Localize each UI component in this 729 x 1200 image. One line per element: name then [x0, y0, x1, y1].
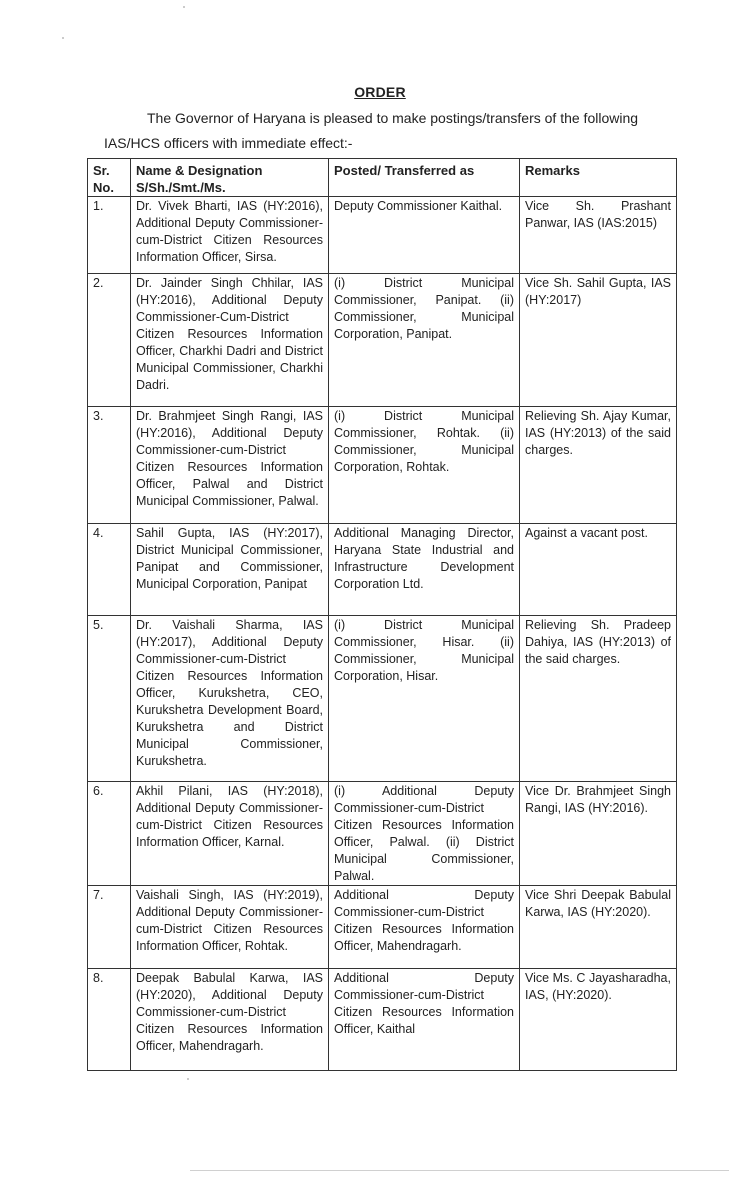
page-bottom-rule: [190, 1170, 729, 1171]
table-row: [88, 524, 677, 616]
row-name: Sahil Gupta, IAS (HY:2017), District Municipal Commissioner, Panipat and Commissioner, Municipal Corporation, Panipat: [131, 524, 329, 616]
row-sr: 8.: [88, 969, 131, 1071]
row-name: Dr. Brahmjeet Singh Rangi, IAS (HY:2016), Additional Deputy Commissioner-cum-District Citizen Resources Information Officer, Palwal and District Municipal Commissioner, Palwal.: [131, 407, 329, 524]
row-posted: (i) District Municipal Commissioner, Panipat. (ii) Commissioner, Municipal Corporation, Panipat.: [329, 274, 520, 407]
row-sr: 2.: [88, 274, 131, 407]
row-remarks: Vice Sh. Sahil Gupta, IAS (HY:2017): [520, 274, 677, 407]
row-name: Akhil Pilani, IAS (HY:2018), Additional Deputy Commissioner-cum-District Citizen Resources Information Officer, Karnal.: [131, 782, 329, 886]
header-name-line2: S/Sh./Smt./Ms.: [136, 180, 226, 195]
row-remarks: Vice Ms. C Jayasharadha, IAS, (HY:2020).: [520, 969, 677, 1071]
row-remarks: Against a vacant post.: [520, 524, 677, 616]
row-remarks: Vice Shri Deepak Babulal Karwa, IAS (HY:2020).: [520, 886, 677, 969]
scan-speck: [183, 6, 185, 8]
intro-line-2: IAS/HCS officers with immediate effect:-: [104, 135, 353, 151]
table-row: [88, 197, 677, 274]
row-name: Vaishali Singh, IAS (HY:2019), Additional Deputy Commissioner-cum-District Citizen Resources Information Officer, Rohtak.: [131, 886, 329, 969]
row-name: Dr. Jainder Singh Chhilar, IAS (HY:2016), Additional Deputy Commissioner-Cum-District Citizen Resources Information Officer, Charkhi Dadri and District Municipal Commissioner, Charkhi Dadri.: [131, 274, 329, 407]
table-header-row: [88, 159, 677, 197]
table-row: [88, 782, 677, 886]
row-sr: 3.: [88, 407, 131, 524]
table-row: [88, 616, 677, 782]
row-posted: Deputy Commissioner Kaithal.: [329, 197, 520, 274]
row-sr: 1.: [88, 197, 131, 274]
row-sr: 7.: [88, 886, 131, 969]
header-sr: [88, 159, 131, 197]
header-posted: Posted/ Transferred as: [329, 159, 520, 197]
row-posted: (i) District Municipal Commissioner, Hisar. (ii) Commissioner, Municipal Corporation, Hisar.: [329, 616, 520, 782]
row-posted: (i) Additional Deputy Commissioner-cum-District Citizen Resources Information Officer, Palwal. (ii) District Municipal Commissioner, Palwal.: [329, 782, 520, 886]
header-remarks: Remarks: [520, 159, 677, 197]
row-name: Dr. Vaishali Sharma, IAS (HY:2017), Additional Deputy Commissioner-cum-District Citizen Resources Information Officer, Kurukshetra, CEO, Kurukshetra Development Board, Kurukshetra and District Municipal Commissioner, Kurukshetra.: [131, 616, 329, 782]
header-sr-line1: Sr.: [93, 163, 110, 178]
row-remarks: Vice Sh. Prashant Panwar, IAS (IAS:2015): [520, 197, 677, 274]
table-row: [88, 969, 677, 1071]
table-row: [88, 274, 677, 407]
table-row: [88, 407, 677, 524]
table-row: [88, 886, 677, 969]
intro-line-1: The Governor of Haryana is pleased to make postings/transfers of the following: [147, 110, 639, 126]
row-remarks: Relieving Sh. Ajay Kumar, IAS (HY:2013) of the said charges.: [520, 407, 677, 524]
row-remarks: Vice Dr. Brahmjeet Singh Rangi, IAS (HY:2016).: [520, 782, 677, 886]
scan-speck: [187, 1078, 189, 1080]
scan-speck: [62, 37, 64, 39]
row-sr: 5.: [88, 616, 131, 782]
row-name: Dr. Vivek Bharti, IAS (HY:2016), Additional Deputy Commissioner-cum-District Citizen Resources Information Officer, Sirsa.: [131, 197, 329, 274]
row-sr: 6.: [88, 782, 131, 886]
row-posted: Additional Deputy Commissioner-cum-District Citizen Resources Information Officer, Mahendragarh.: [329, 886, 520, 969]
row-sr: 4.: [88, 524, 131, 616]
row-remarks: Relieving Sh. Pradeep Dahiya, IAS (HY:2013) of the said charges.: [520, 616, 677, 782]
header-name: [131, 159, 329, 197]
row-posted: Additional Deputy Commissioner-cum-District Citizen Resources Information Officer, Kaithal: [329, 969, 520, 1071]
header-sr-line2: No.: [93, 180, 114, 195]
row-posted: Additional Managing Director, Haryana State Industrial and Infrastructure Development Corporation Ltd.: [329, 524, 520, 616]
order-title: ORDER: [354, 84, 406, 100]
header-name-line1: Name & Designation: [136, 163, 263, 178]
row-posted: (i) District Municipal Commissioner, Rohtak. (ii) Commissioner, Municipal Corporation, Rohtak.: [329, 407, 520, 524]
postings-table: [87, 158, 677, 1071]
row-name: Deepak Babulal Karwa, IAS (HY:2020), Additional Deputy Commissioner-cum-District Citizen Resources Information Officer, Mahendragarh.: [131, 969, 329, 1071]
